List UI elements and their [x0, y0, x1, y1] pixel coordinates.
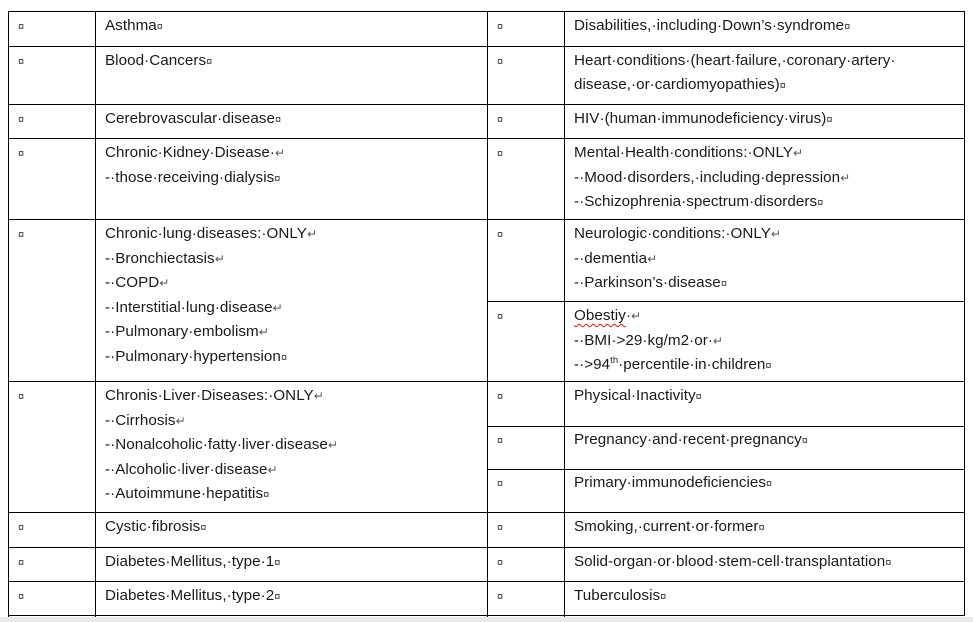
condition-text: Solid-organ·or·blood·stem-cell·transplantation [574, 553, 886, 570]
cell-end-mark: ¤ [497, 591, 504, 603]
cell-end-mark: ¤ [156, 21, 163, 33]
condition-text: Diabetes·Mellitus,·type·1 [105, 553, 275, 570]
condition-cell-disabilities[interactable] [574, 14, 850, 40]
condition-cell-cerebrovascular[interactable] [105, 107, 281, 133]
condition-subitem: -·those·receiving·dialysis [105, 168, 275, 186]
line-break-mark: ↵ [274, 146, 286, 160]
condition-cell-mental-health[interactable] [574, 141, 850, 216]
line-break-mark: ↵ [214, 251, 225, 266]
condition-subitem-continued: ·percentile·in·children [618, 356, 766, 373]
cell-end-mark: ¤ [844, 21, 851, 33]
cell-end-mark: ¤ [18, 522, 25, 534]
cell-end-mark: ¤ [497, 478, 504, 490]
cell-end-mark: ¤ [758, 522, 765, 534]
cell-end-mark: ¤ [18, 391, 25, 403]
cell-end-mark: ¤ [18, 148, 25, 160]
condition-cell-diabetes-type1[interactable] [105, 550, 280, 576]
condition-subitem: -·Schizophrenia·spectrum·disorders [574, 193, 818, 210]
condition-text: Chronic·Kidney·Disease· [105, 144, 275, 161]
condition-text: Primary·immunodeficiencies [574, 474, 767, 491]
condition-cell-pregnancy[interactable] [574, 428, 808, 454]
line-break-mark: ↵ [712, 333, 724, 348]
condition-cell-neurologic[interactable] [574, 222, 781, 297]
line-break-mark: ↵ [306, 227, 318, 241]
line-break-mark: ↵ [258, 325, 269, 339]
condition-text: Disabilities,·including·Down’s·syndrome [574, 17, 845, 34]
condition-text: Diabetes·Mellitus,·type·2 [105, 587, 275, 604]
row-divider [487, 426, 965, 427]
condition-subitem: -·Pulmonary·hypertension [105, 347, 281, 365]
cell-end-mark: ¤ [885, 557, 892, 569]
cell-end-mark: ¤ [497, 229, 504, 241]
cell-end-mark: ¤ [274, 114, 282, 126]
cell-end-mark: ¤ [497, 148, 504, 160]
line-break-mark: ↵ [175, 413, 186, 428]
column-divider [564, 11, 565, 621]
page-edge-strip [0, 617, 973, 622]
cell-end-mark: ¤ [817, 197, 824, 209]
cell-end-mark: ¤ [765, 360, 772, 372]
cell-end-mark: ¤ [274, 172, 281, 185]
condition-cell-smoking[interactable] [574, 515, 765, 541]
cell-end-mark: ¤ [200, 522, 207, 534]
condition-subitem: -·Autoimmune·hepatitis [105, 485, 264, 502]
condition-subitem: -·Parkinson’s·disease [574, 274, 721, 291]
line-break-mark: ↵ [327, 438, 338, 452]
row-divider [487, 301, 965, 302]
cell-end-mark: ¤ [660, 591, 667, 603]
column-divider [487, 11, 488, 621]
condition-cell-cystic-fibrosis[interactable] [105, 515, 206, 541]
cell-end-mark: ¤ [720, 278, 727, 290]
condition-subitem: -·Pulmonary·embolism [105, 323, 259, 340]
line-break-mark: ↵ [770, 227, 782, 241]
cell-end-mark: ¤ [497, 557, 504, 569]
column-divider [95, 11, 96, 621]
condition-text: Mental·Health·conditions:·ONLY [574, 144, 793, 161]
line-break-mark: ↵ [840, 170, 851, 185]
line-break-mark: ↵ [267, 462, 278, 477]
cell-end-mark: ¤ [206, 56, 213, 68]
row-divider [487, 469, 965, 470]
condition-text: Cerebrovascular·disease [105, 110, 275, 127]
condition-cell-physical-inactivity[interactable] [574, 384, 702, 410]
condition-cell-chronic-liver[interactable] [105, 384, 338, 508]
cell-end-mark: ¤ [695, 391, 702, 403]
condition-text: Smoking,·current·or·former [574, 518, 759, 535]
cell-end-mark: ¤ [18, 591, 25, 603]
condition-cell-asthma[interactable] [105, 14, 163, 40]
cell-end-mark: ¤ [826, 114, 833, 126]
cell-end-mark: ¤ [263, 489, 270, 501]
cell-end-mark: ¤ [18, 557, 25, 569]
condition-subitem: -·>94 [574, 356, 611, 373]
cell-end-mark: ¤ [274, 557, 281, 569]
condition-subitem: -·Alcoholic·liver·disease [105, 460, 268, 478]
table-border-left [8, 11, 9, 621]
condition-cell-chronic-kidney[interactable] [105, 141, 285, 191]
superscript-ordinal: th [610, 354, 619, 366]
line-break-mark: ↵ [793, 146, 804, 160]
cell-end-mark: ¤ [497, 114, 504, 126]
cell-end-mark: ¤ [497, 435, 504, 447]
condition-cell-obesity[interactable]: Obestiy·↵ -·BMI·>29·kg/m2·or·↵ -·>94th·percentile·in·children¤ [574, 307, 772, 373]
condition-subitem: -·Mood·disorders,·including·depression [574, 168, 841, 186]
cell-end-mark: ¤ [779, 79, 786, 92]
condition-text: Cystic·fibrosis [105, 518, 201, 535]
cell-end-mark: ¤ [801, 435, 808, 447]
cell-end-mark: ¤ [766, 478, 773, 490]
condition-cell-heart-conditions[interactable] [574, 49, 896, 98]
condition-subitem: -·BMI·>29·kg/m2·or· [574, 331, 713, 349]
line-break-mark: ↵ [272, 300, 283, 315]
line-break-mark: ↵ [159, 276, 170, 290]
condition-text: Blood·Cancers [105, 52, 207, 69]
line-break-mark: ↵ [647, 251, 658, 266]
cell-end-mark: ¤ [18, 229, 25, 241]
condition-text: Physical·Inactivity [574, 387, 696, 404]
condition-subitem: -·Cirrhosis [105, 411, 176, 429]
cell-end-mark: ¤ [18, 21, 25, 33]
condition-text: Chronic·lung·diseases:·ONLY [105, 225, 307, 242]
condition-cell-chronic-lung[interactable] [105, 222, 317, 370]
cell-end-mark: ¤ [497, 21, 504, 33]
condition-cell-transplantation[interactable] [574, 550, 891, 576]
condition-cell-blood-cancers[interactable] [105, 49, 212, 75]
condition-text: Neurologic·conditions:·ONLY [574, 225, 771, 242]
condition-text: Tuberculosis [574, 587, 661, 604]
line-break-mark: ↵ [630, 309, 642, 323]
line-break-mark: ↵ [313, 389, 324, 403]
condition-text: Chronis·Liver·Diseases:·ONLY [105, 387, 314, 404]
cell-end-mark: ¤ [497, 391, 504, 403]
condition-text: Pregnancy·and·recent·pregnancy [574, 431, 802, 448]
condition-cell-hiv[interactable] [574, 107, 833, 133]
cell-end-mark: ¤ [280, 351, 288, 364]
cell-end-mark: ¤ [18, 56, 25, 68]
cell-end-mark: ¤ [274, 591, 281, 603]
condition-subitem: -·COPD [105, 274, 160, 291]
condition-text: HIV·(human·immunodeficiency·virus) [574, 110, 827, 127]
condition-subitem: -·Bronchiectasis [105, 249, 215, 267]
condition-subitem: -·Nonalcoholic·fatty·liver·disease [105, 436, 328, 453]
condition-cell-primary-immunodeficiencies[interactable] [574, 471, 772, 497]
cell-end-mark: ¤ [497, 311, 504, 323]
cell-end-mark: ¤ [497, 522, 504, 534]
condition-text: Asthma [105, 17, 157, 34]
condition-cell-diabetes-type2[interactable] [105, 584, 280, 610]
condition-subitem: -·Interstitial·lung·disease [105, 298, 273, 316]
cell-end-mark: ¤ [18, 114, 25, 126]
condition-subitem: -·dementia [574, 249, 648, 267]
table-border-right [964, 11, 965, 616]
condition-text: Heart·conditions·(heart·failure,·coronary·artery· [574, 52, 896, 69]
condition-text-continued: disease,·or·cardiomyopathies) [574, 75, 780, 93]
condition-cell-tuberculosis[interactable] [574, 584, 666, 610]
misspelled-word[interactable]: Obestiy [574, 307, 626, 324]
cell-end-mark: ¤ [497, 56, 504, 68]
